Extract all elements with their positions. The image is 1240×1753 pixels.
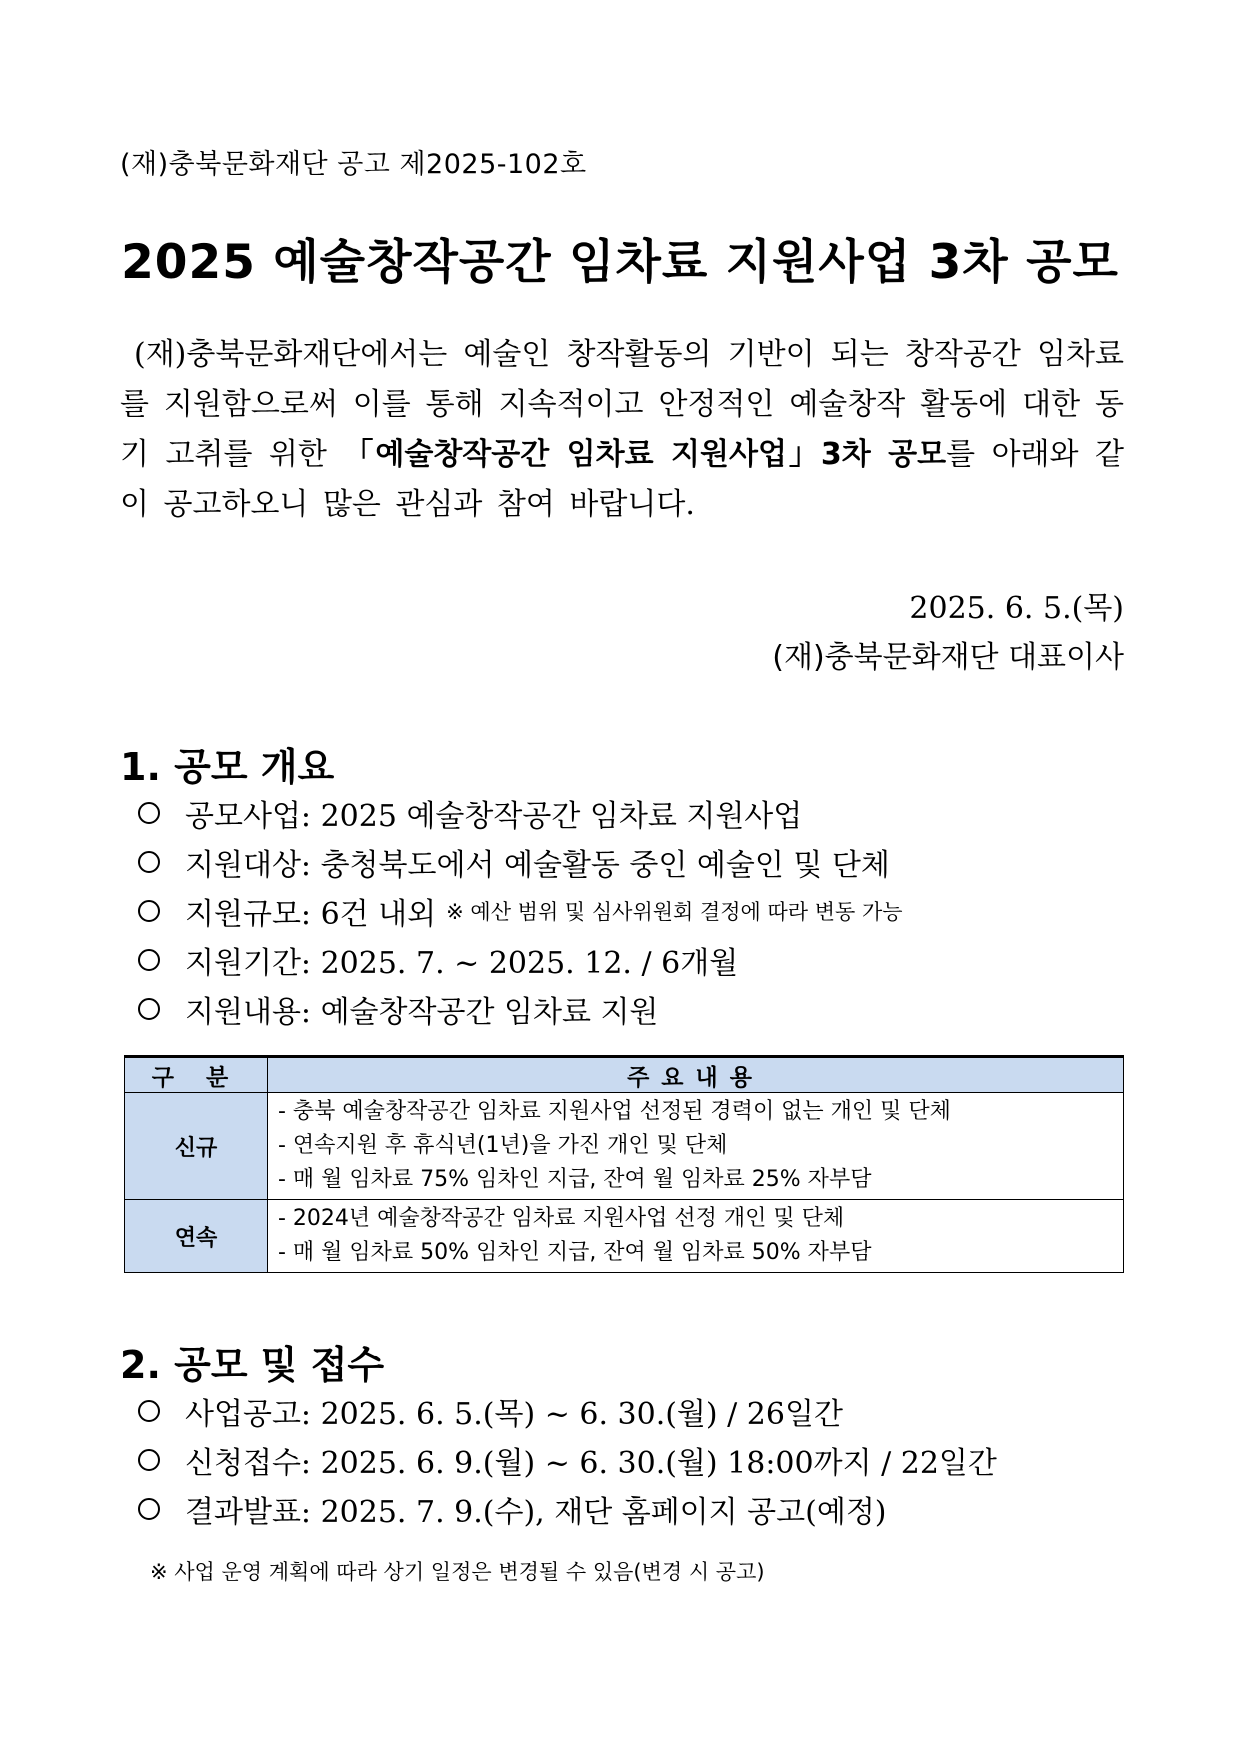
item-text: 지원내용: 예술창작공간 임차료 지원	[185, 994, 659, 1030]
circle-bullet-icon	[138, 900, 160, 922]
circle-bullet-icon	[138, 1400, 160, 1422]
table-row	[125, 1200, 1124, 1273]
table-category-cell: 신규	[125, 1093, 268, 1200]
circle-bullet-icon	[138, 851, 160, 873]
list-item	[138, 1386, 997, 1435]
table-header-category: 구 분	[125, 1057, 268, 1093]
item-text: 신청접수: 2025. 6. 9.(월) ~ 6. 30.(월) 18:00까지 / 22일간	[185, 1445, 997, 1481]
table-content-line: - 매 월 임차료 50% 임차인 지급, 잔여 월 임차료 50% 자부담	[278, 1240, 872, 1265]
notice-number: (재)충북문화재단 공고 제2025-102호	[120, 149, 587, 180]
schedule-footnote: ※ 사업 운영 계획에 따라 상기 일정은 변경될 수 있음(변경 시 공고)	[150, 1560, 765, 1584]
circle-bullet-icon	[138, 998, 160, 1020]
table-content-line: - 매 월 임차료 75% 임차인 지급, 잔여 월 임차료 25% 자부담	[278, 1167, 872, 1192]
list-item	[138, 788, 903, 837]
item-text: 공모사업: 2025 예술창작공간 임차료 지원사업	[185, 798, 803, 834]
notice-signer: (재)충북문화재단 대표이사	[772, 640, 1124, 675]
intro-highlight: 「예술창작공간 임차료 지원사업」3차 공모	[343, 437, 947, 472]
list-item	[138, 984, 903, 1033]
table-content-line: - 2024년 예술창작공간 임차료 지원사업 선정 개인 및 단체	[278, 1206, 845, 1231]
circle-bullet-icon	[138, 1449, 160, 1471]
table-row	[125, 1093, 1124, 1200]
section1-list	[138, 788, 903, 1033]
item-text: 결과발표: 2025. 7. 9.(수), 재단 홈페이지 공고(예정)	[185, 1494, 887, 1530]
table-header-row	[125, 1057, 1124, 1093]
list-item	[138, 886, 903, 935]
table-category-cell: 연속	[125, 1200, 268, 1273]
circle-bullet-icon	[138, 949, 160, 971]
table-content-line: - 충북 예술창작공간 임차료 지원사업 선정된 경력이 없는 개인 및 단체	[278, 1099, 951, 1124]
list-item	[138, 935, 903, 984]
document-title: 2025 예술창작공간 임차료 지원사업 3차 공모	[121, 235, 1119, 290]
intro-text-part2: 를 아래와 같이 공고하오니 많은 관심과 참여 바랍니다.	[120, 437, 1124, 522]
notice-date: 2025. 6. 5.(목)	[909, 591, 1124, 626]
table-header-content: 주요내용	[268, 1057, 1124, 1093]
intro-paragraph	[120, 330, 1124, 530]
item-text: 사업공고: 2025. 6. 5.(목) ~ 6. 30.(월) / 26일간	[185, 1396, 843, 1432]
circle-bullet-icon	[138, 1498, 160, 1520]
table-content-line: - 연속지원 후 휴식년(1년)을 가진 개인 및 단체	[278, 1133, 728, 1158]
item-text: 지원대상: 충청북도에서 예술활동 중인 예술인 및 단체	[185, 847, 890, 883]
item-text: 지원규모: 6건 내외	[185, 896, 437, 932]
list-item	[138, 1435, 997, 1484]
list-item	[138, 837, 903, 886]
intro-text-part1: (재)충북문화재단에서는 예술인 창작활동의 기반이 되는 창작공간 임차료를 지원함으로써 이를 통해 지속적이고 안정적인 예술창작 활동에 대한 동기 고취를 위한	[120, 337, 1124, 472]
support-table	[124, 1055, 1124, 1273]
item-text: 지원기간: 2025. 7. ~ 2025. 12. / 6개월	[185, 945, 739, 981]
table-content-cell	[268, 1093, 1124, 1200]
section2-list	[138, 1386, 997, 1533]
list-item	[138, 1484, 997, 1533]
item-note: ※ 예산 범위 및 심사위원회 결정에 따라 변동 가능	[446, 899, 903, 924]
section2-heading: 2. 공모 및 접수	[120, 1343, 385, 1387]
circle-bullet-icon	[138, 802, 160, 824]
section1-heading: 1. 공모 개요	[120, 745, 335, 789]
table-content-cell	[268, 1200, 1124, 1273]
